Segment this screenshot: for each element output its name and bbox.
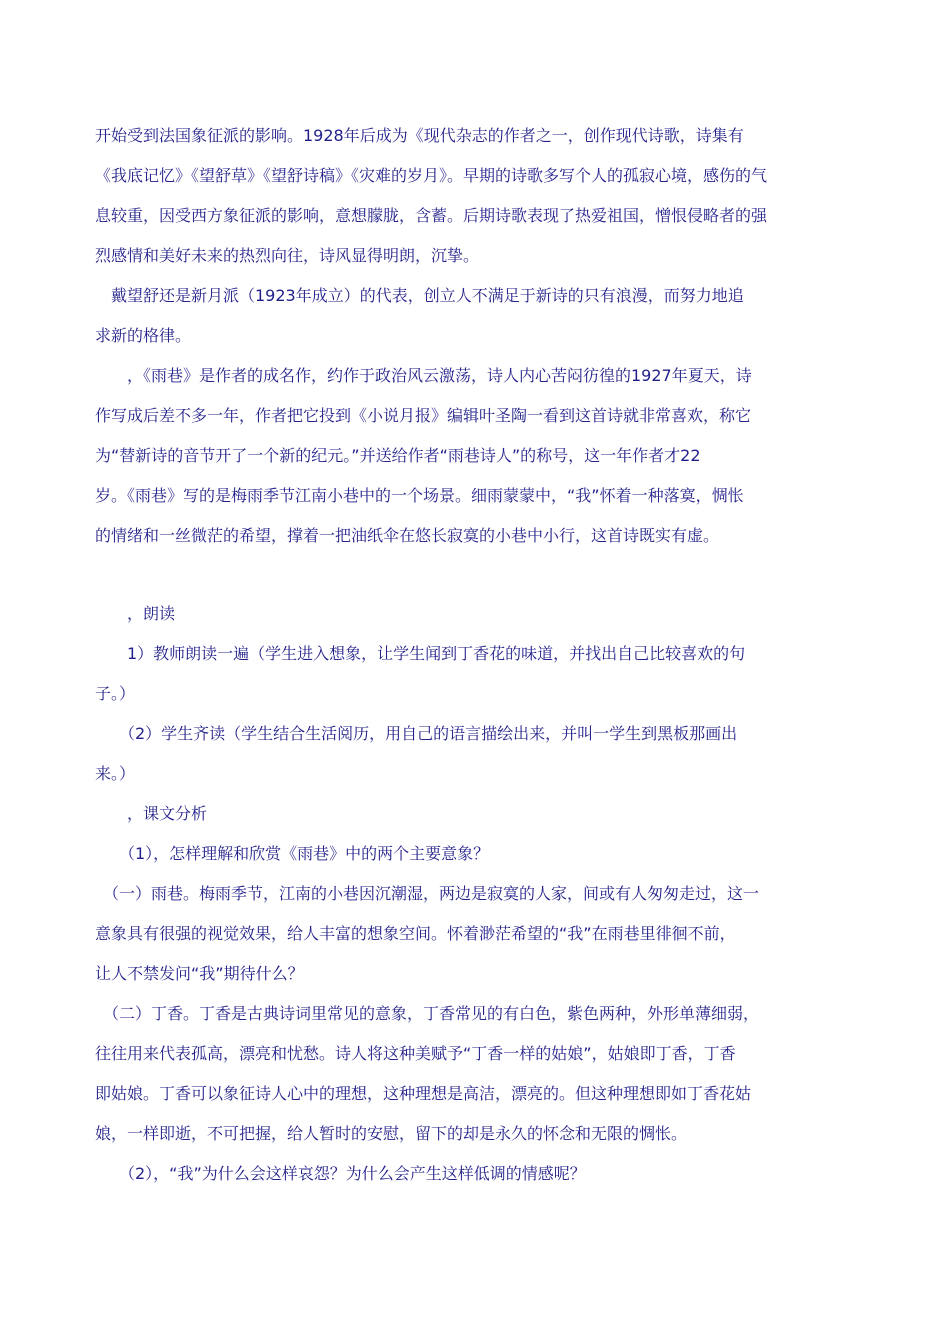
text-line: 为“替新诗的音节开了一个新的纪元。”并送给作者“雨巷诗人”的称号，这一年作者才22 bbox=[95, 446, 701, 465]
text-line: 开始受到法国象征派的影响。1928年后成为《现代杂志的作者之一，创作现代诗歌，诗集有 bbox=[95, 126, 744, 145]
text-line: 求新的格律。 bbox=[95, 326, 192, 345]
paragraph-xinyue bbox=[95, 276, 775, 356]
text-line: ，《雨巷》是作者的成名作，约作于政治风云激荡，诗人内心苦闷彷徨的1927年夏天，诗 bbox=[95, 366, 752, 385]
section-reading-analysis bbox=[95, 594, 775, 1194]
text-line: 戴望舒还是新月派（1923年成立）的代表，创立人不满足于新诗的只有浪漫，而努力地追 bbox=[95, 286, 744, 305]
text-line: 即姑娘。丁香可以象征诗人心中的理想，这种理想是高洁，漂亮的。但这种理想即如丁香花姑 bbox=[95, 1084, 752, 1103]
text-line: 1）教师朗读一遍（学生进入想象，让学生闻到丁香花的味道，并找出自己比较喜欢的句 bbox=[95, 644, 746, 663]
text-line: 来。） bbox=[95, 764, 136, 783]
text-line: 《我底记忆》《望舒草》《望舒诗稿》《灾难的岁月》。早期的诗歌多写个人的孤寂心境，感伤的气 bbox=[95, 166, 768, 185]
text-line: （2）学生齐读（学生结合生活阅历，用自己的语言描绘出来，并叫一学生到黑板那画出 bbox=[95, 724, 738, 743]
text-line: 烈感情和美好未来的热烈向往，诗风显得明朗，沉挚。 bbox=[95, 246, 480, 265]
text-line: 的情绪和一丝微茫的希望，撑着一把油纸伞在悠长寂寞的小巷中小行，这首诗既实有虚。 bbox=[95, 526, 720, 545]
paragraph-yuxiang bbox=[95, 356, 775, 556]
paragraph-intro bbox=[95, 116, 775, 276]
text-line: 娘，一样即逝，不可把握，给人暂时的安慰，留下的却是永久的怀念和无限的惆怅。 bbox=[95, 1124, 688, 1143]
text-line: 作写成后差不多一年，作者把它投到《小说月报》编辑叶圣陶一看到这首诗就非常喜欢，称它 bbox=[95, 406, 752, 425]
text-line: 往往用来代表孤高，漂亮和忧愁。诗人将这种美赋予“丁香一样的姑娘”，姑娘即丁香，丁香 bbox=[95, 1044, 736, 1063]
text-line: （一）雨巷。梅雨季节，江南的小巷因沉潮湿，两边是寂寞的人家，间或有人匆匆走过，这一 bbox=[95, 884, 760, 903]
section-heading-reading: ，朗读 bbox=[95, 604, 176, 623]
text-line: 意象具有很强的视觉效果，给人丰富的想象空间。怀着渺茫希望的“我”在雨巷里徘徊不前， bbox=[95, 924, 736, 943]
section-heading-analysis: ，课文分析 bbox=[95, 804, 208, 823]
text-line: （二）丁香。丁香是古典诗词里常见的意象，丁香常见的有白色，紫色两种，外形单薄细弱， bbox=[95, 1004, 760, 1023]
question-line: （2），“我”为什么会这样哀怨？为什么会产生这样低调的情感呢？ bbox=[95, 1164, 586, 1183]
text-line: 岁。《雨巷》写的是梅雨季节江南小巷中的一个场景。细雨蒙蒙中，“我”怀着一种落寞，惆怅 bbox=[95, 486, 744, 505]
question-line: （1），怎样理解和欣赏《雨巷》中的两个主要意象？ bbox=[95, 844, 490, 863]
text-line: 子。） bbox=[95, 684, 136, 703]
text-line: 让人不禁发问“我”期待什么？ bbox=[95, 964, 304, 983]
text-line: 息较重，因受西方象征派的影响，意想朦胧，含蓄。后期诗歌表现了热爱祖国，憎恨侵略者的强 bbox=[95, 206, 768, 225]
